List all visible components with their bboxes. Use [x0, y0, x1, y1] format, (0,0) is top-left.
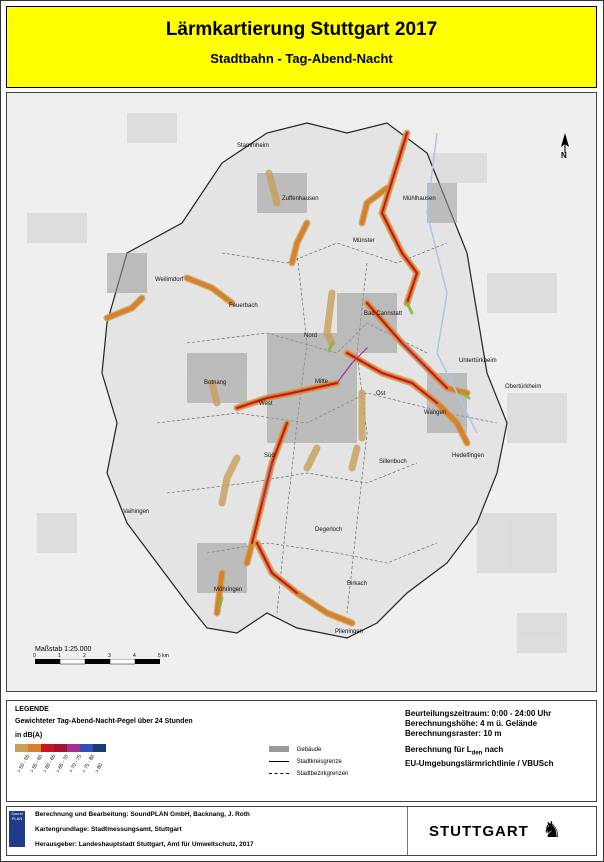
info-line: Berechnungshöhe: 4 m ü. Gelände [405, 719, 538, 728]
district-label: Münster [353, 238, 375, 244]
soundplan-logo: Sound PLAN [9, 811, 25, 847]
scale-tick: 3 [108, 653, 111, 659]
scale-tick: 5 km [158, 653, 169, 659]
dashed-line-icon [269, 773, 289, 774]
district-label: Zuffenhausen [282, 196, 319, 202]
legend-class-label: > 55 - 60 [29, 753, 45, 774]
district-label: Obertürkheim [505, 384, 542, 390]
info-line: Berechnungsraster: 10 m [405, 729, 502, 738]
district-label: Mühlhausen [403, 196, 436, 202]
district-label: Vaihingen [123, 509, 150, 515]
map-graphic [7, 93, 596, 691]
scale-tick: 0 [33, 653, 36, 659]
district-label: Ost [376, 391, 386, 397]
legend-class-label: > 80 [94, 762, 105, 774]
footer-panel [6, 806, 597, 856]
district-label: Bad Cannstatt [364, 311, 403, 317]
legend-class-label: > 50 - 55 [16, 753, 32, 774]
legend-class-label: > 70 - 75 [68, 753, 84, 774]
legend-class-labels [15, 755, 106, 781]
legend-swatch [15, 744, 28, 752]
district-label: Sillenbuch [379, 459, 407, 465]
building-label: Gebäude [296, 746, 322, 753]
legend-city-boundary [269, 759, 342, 765]
footer-publisher: Herausgeber: Landeshauptstadt Stuttgart, Amt für Umweltschutz, 2017 [35, 841, 254, 848]
legend-building [269, 746, 321, 753]
district-label: Hedelfingen [452, 453, 485, 459]
legend-class-label: > 60 - 65 [42, 753, 58, 774]
district-label: Süd [264, 453, 275, 459]
legend-swatch [28, 744, 41, 752]
map-title: Lärmkartierung Stuttgart 2017 [165, 19, 438, 40]
legend-panel [6, 700, 597, 802]
footer-basemap: Kartengrundlage: Stadtmessungsamt, Stuttgart [35, 826, 182, 833]
district-label: Plieningen [335, 629, 364, 635]
legend-swatch [67, 744, 80, 752]
district-label: Stammheim [237, 143, 270, 149]
legend-swatch [93, 744, 106, 752]
district-label: Untertürkheim [459, 358, 497, 364]
district-label: Botnang [204, 380, 227, 386]
stuttgart-brand: STUTTGART [429, 823, 529, 840]
scale-tick: 4 [133, 653, 136, 659]
district-label: Degerloch [315, 527, 343, 533]
district-label: Feuerbach [229, 303, 258, 309]
district-label: Wangen [424, 410, 447, 416]
district-label: West [259, 401, 273, 407]
legend-class-label: > 65 - 70 [55, 753, 71, 774]
legend-subtitle: Gewichteter Tag-Abend-Nacht-Pegel über 24 Stunden [15, 718, 193, 725]
info-line: Beurteilungszeitraum: 0:00 - 24:00 Uhr [405, 709, 552, 718]
calculation-info [405, 709, 553, 769]
north-label: N [561, 151, 567, 160]
scale-tick: 1 [58, 653, 61, 659]
legend-swatch [41, 744, 54, 752]
legend-swatch [80, 744, 93, 752]
footer-credit: Berechnung und Bearbeitung: SoundPLAN GmbH, Backnang, J. Roth [35, 811, 250, 818]
legend-district-boundary [269, 771, 348, 777]
horse-logo-icon: ♞ [542, 817, 562, 842]
legend-swatch [54, 744, 67, 752]
district-boundary-label: Stadtbezirkgrenzen [296, 771, 349, 777]
scale-tick: 2 [83, 653, 86, 659]
legend-class-label: > 75 - 80 [81, 753, 97, 774]
footer-divider [407, 807, 408, 855]
title-banner [6, 6, 597, 88]
district-label: Weilimdorf [155, 277, 184, 283]
legend-heading: LEGENDE [15, 706, 49, 713]
district-label: Birkach [347, 581, 368, 587]
noise-map[interactable] [6, 92, 597, 692]
info-line: EU-Umgebungslärmrichtlinie / VBUSch [405, 758, 554, 768]
district-label: Nord [304, 333, 318, 339]
legend-swatches [15, 744, 106, 752]
scale-label: Maßstab 1:25.000 [35, 646, 92, 653]
city-boundary-label: Stadtkreisgrenze [296, 759, 342, 765]
solid-line-icon [269, 761, 289, 762]
district-label: Mitte [315, 379, 329, 385]
map-subtitle: Stadtbahn - Tag-Abend-Nacht [210, 51, 393, 66]
building-swatch-icon [269, 746, 289, 752]
district-label: Möhringen [214, 587, 243, 593]
legend-unit: in dB(A) [15, 732, 43, 739]
info-line: Berechnung für $L_{den}$ nach [405, 745, 504, 757]
